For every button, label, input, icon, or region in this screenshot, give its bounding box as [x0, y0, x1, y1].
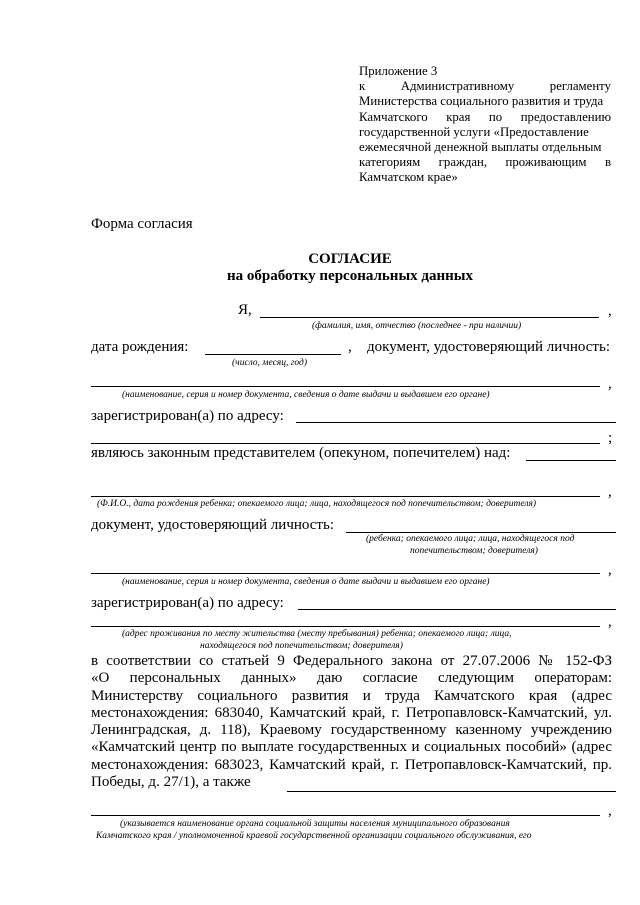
operator-name-field[interactable] [91, 815, 600, 816]
i-label: Я, [238, 302, 252, 318]
legal-representative-label: являюсь законным представителем (опекуном, попечителем) над: [91, 445, 511, 461]
appendix-number: Приложение 3 [359, 64, 438, 78]
identity-document-field[interactable] [91, 386, 600, 387]
additional-operator-field[interactable] [287, 791, 616, 792]
ward-registration-address-field-continued[interactable] [91, 626, 600, 627]
form-label: Форма согласия [91, 216, 193, 232]
appendix-line: к Административному регламенту [359, 79, 611, 94]
appendix-line: категориям граждан, проживающим в [359, 155, 611, 170]
appendix-line: государственной услуги «Предоставление [359, 124, 589, 139]
represented-person-field[interactable] [526, 460, 616, 461]
comma: , [608, 484, 612, 500]
birth-date-hint: (число, месяц, год) [232, 358, 308, 368]
comma: , [608, 803, 612, 819]
comma: , [348, 339, 352, 355]
full-name-field[interactable] [260, 317, 599, 318]
ward-document-details-hint: (наименование, серия и номер документа, сведения о дате выдачи и выдавшем его органе) [122, 577, 490, 587]
ward-registration-address-field[interactable] [298, 609, 616, 610]
ward-registration-address-label: зарегистрирован(а) по адресу: [91, 595, 284, 611]
ward-identity-document-field-continued[interactable] [91, 573, 600, 574]
ward-address-hint-continued: находящегося под попечительством; доверителя) [200, 641, 403, 651]
paragraph-line: в соответствии со статьей 9 Федерального закона от 27.07.2006 № 152-ФЗ [91, 653, 612, 669]
paragraph-line: Победы, д. 27/1), а также [91, 774, 251, 791]
registration-address-field[interactable] [296, 422, 616, 423]
comma: , [608, 614, 612, 630]
paragraph-line: местонахождения: 683040, Камчатский край, г. Петропавловск-Камчатский, ул. [91, 704, 612, 721]
comma: , [608, 303, 612, 319]
consent-paragraph [91, 653, 612, 791]
operator-name-hint: (указывается наименование органа социальной защиты населения муниципального образования [120, 819, 510, 829]
comma: , [608, 376, 612, 392]
identity-document-hint: (наименование, серия и номер документа, сведения о дате выдачи и выдавшем его органе) [122, 390, 490, 400]
appendix-line: ежемесячной денежной выплаты отдельным [359, 140, 602, 155]
comma: , [608, 562, 612, 578]
represented-person-hint: (Ф.И.О., дата рождения ребенка; опекаемого лица; лица, находящегося под попечительством; доверителя) [97, 499, 537, 509]
ward-identity-document-hint-continued: попечительством; доверителя) [410, 546, 538, 556]
paragraph-line: «О персональных данных» даю согласие следующим операторам: [91, 670, 612, 687]
registration-address-field-continued[interactable] [91, 443, 600, 444]
appendix-line: Камчатского края по предоставлению [359, 109, 611, 124]
semicolon: ; [608, 430, 613, 446]
appendix-line: Камчатском крае» [359, 170, 458, 185]
document-subtitle: на обработку персональных данных [227, 268, 473, 284]
paragraph-line: «Камчатский центр по выплате государственных и социальных пособий» (адрес [91, 739, 612, 756]
document-title: СОГЛАСИЕ [308, 251, 392, 267]
full-name-hint: (фамилия, имя, отчество (последнее - при наличии) [312, 321, 522, 331]
birth-date-field[interactable] [205, 354, 341, 355]
ward-identity-document-hint: (ребенка; опекаемого лица; лица, находящегося под [366, 534, 575, 544]
ward-address-hint: (адрес проживания по месту жительства (месту пребывания) ребенка; опекаемого лица; лица, [122, 629, 512, 639]
birth-date-label: дата рождения: [91, 339, 189, 355]
paragraph-line: местонахождения: 683023, Камчатский край, г. Петропавловск-Камчатский, пр. [91, 756, 612, 773]
identity-document-label: документ, удостоверяющий личность: [367, 339, 610, 355]
ward-identity-document-field[interactable] [346, 532, 616, 533]
appendix-header [359, 64, 611, 186]
appendix-line: Министерства социального развития и труда [359, 94, 604, 109]
paragraph-line: Ленинградская, д. 118), Краевому государственному казенному учреждению [91, 722, 612, 739]
paragraph-line: Министерству социального развития и труда Камчатского края (адрес [91, 687, 612, 704]
registration-address-label: зарегистрирован(а) по адресу: [91, 408, 284, 424]
operator-name-hint-continued: Камчатского края / уполномоченной краевой государственной организации социального обслуживания, его [96, 831, 532, 841]
ward-identity-document-label: документ, удостоверяющий личность: [91, 517, 334, 533]
represented-person-field-continued[interactable] [91, 496, 600, 497]
